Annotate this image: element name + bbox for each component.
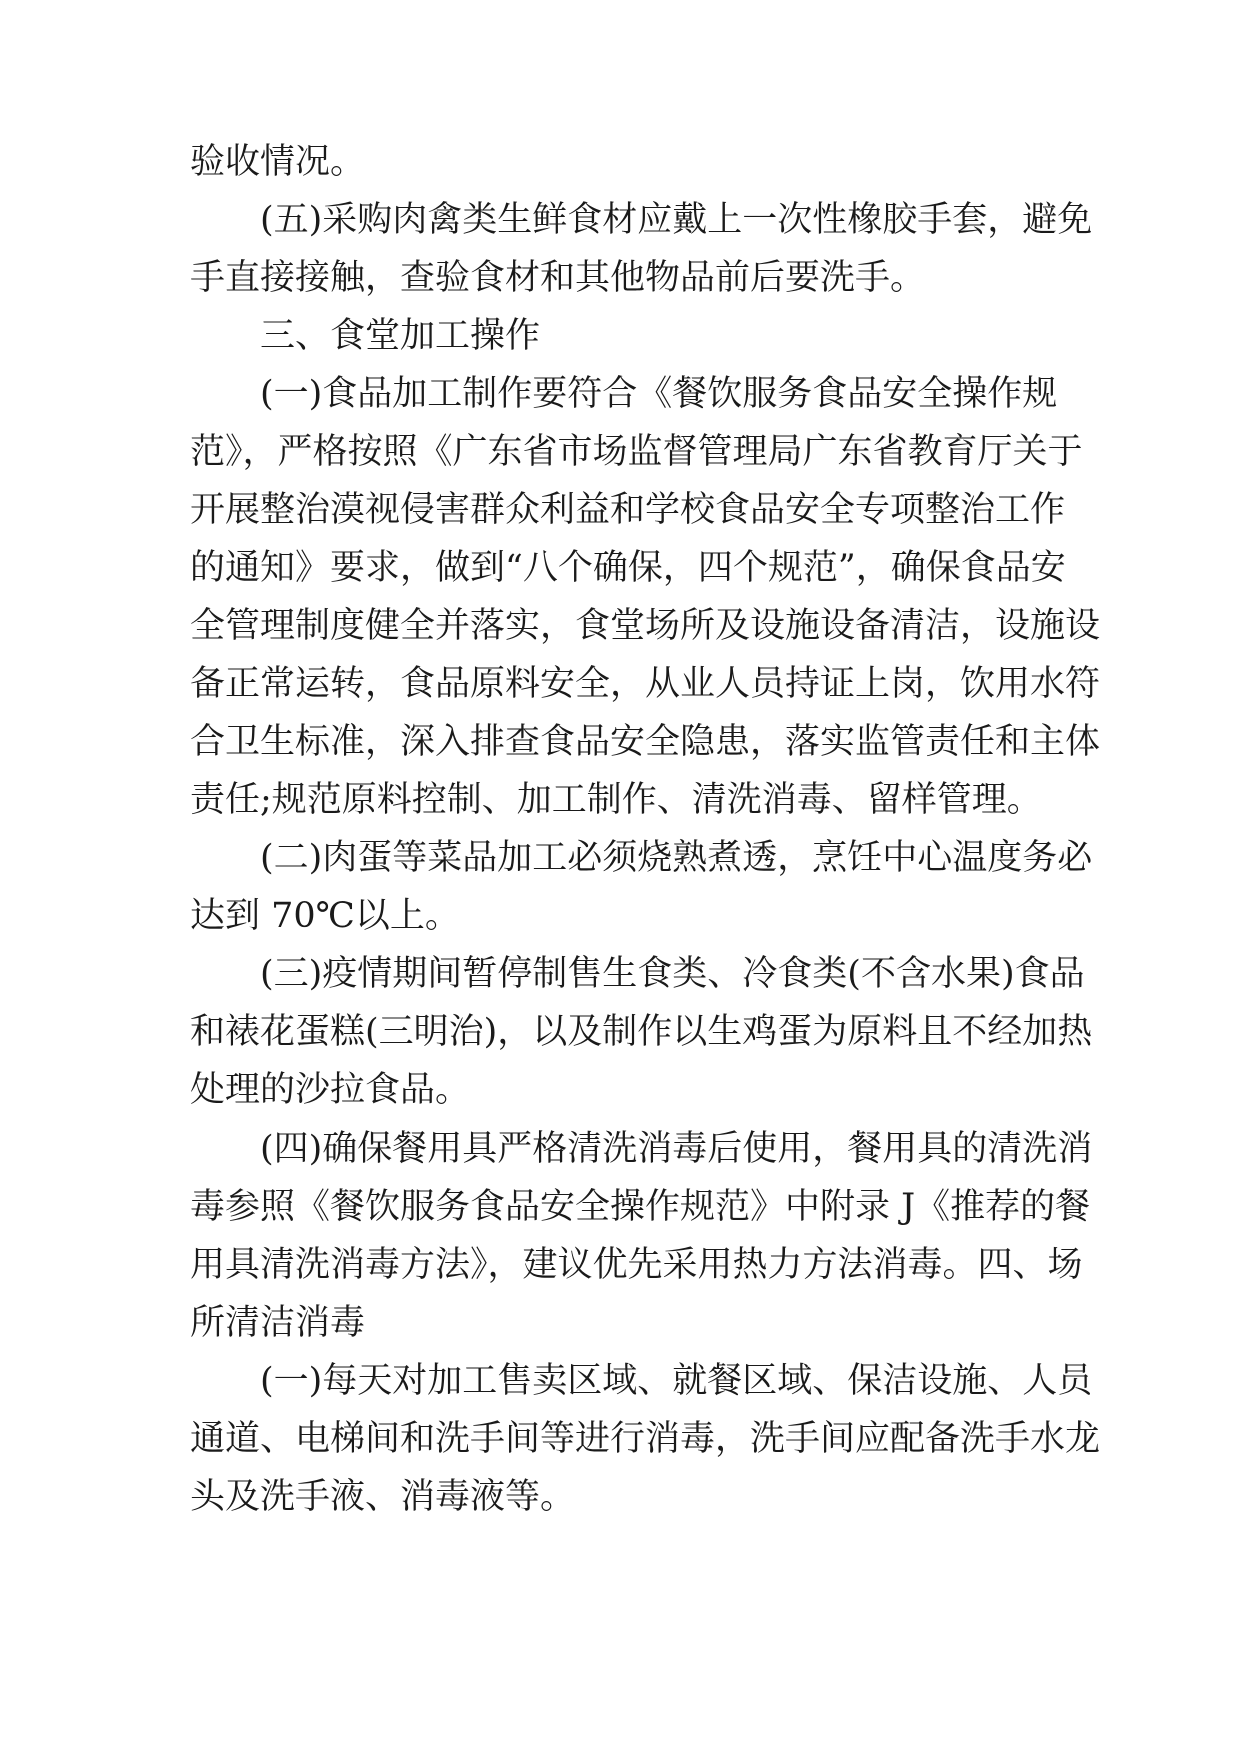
section-heading: 三、食堂加工操作 [260,316,541,356]
text-line: 合卫生标准，深入排查食品安全隐患，落实监管责任和主体 [190,722,1101,762]
text-line: 范》，严格按照《广东省市场监督管理局广东省教育厅关于 [190,432,1083,472]
text-line: (二)肉蛋等菜品加工必须烧熟煮透，烹饪中心温度务必 [260,838,1093,878]
text-line: 全管理制度健全并落实，食堂场所及设施设备清洁，设施设 [190,606,1101,646]
text-line: 和裱花蛋糕(三明治)，以及制作以生鸡蛋为原料且不经加热 [190,1012,1093,1052]
text-line: 用具清洗消毒方法》，建议优先采用热力方法消毒。四、场 [190,1245,1083,1285]
text-line: (三)疫情期间暂停制售生食类、冷食类(不含水果)食品 [260,954,1085,994]
text-line: (一)每天对加工售卖区域、就餐区域、保洁设施、人员 [260,1361,1093,1401]
text-line: 手直接接触，查验食材和其他物品前后要洗手。 [190,258,926,298]
text-line: (四)确保餐用具严格清洗消毒后使用，餐用具的清洗消 [260,1129,1093,1169]
text-line: (一)食品加工制作要符合《餐饮服务食品安全操作规 [260,374,1058,414]
text-line: 责任;规范原料控制、加工制作、清洗消毒、留样管理。 [190,780,1042,820]
text-line: 所清洁消毒 [190,1303,366,1343]
text-line: 验收情况。 [190,142,366,182]
text-line: 达到 70℃以上。 [190,896,460,936]
text-line: 的通知》要求，做到“八个确保，四个规范”，确保食品安 [190,548,1066,588]
text-line: 毒参照《餐饮服务食品安全操作规范》中附录 J《推荐的餐 [190,1187,1091,1227]
text-line: 开展整治漠视侵害群众利益和学校食品安全专项整治工作 [190,490,1066,530]
text-line: 头及洗手液、消毒液等。 [190,1477,576,1517]
text-line: 备正常运转，食品原料安全，从业人员持证上岗，饮用水符 [190,664,1101,704]
text-line: 处理的沙拉食品。 [190,1070,471,1110]
text-line: 通道、电梯间和洗手间等进行消毒，洗手间应配备洗手水龙 [190,1419,1101,1459]
text-line: (五)采购肉禽类生鲜食材应戴上一次性橡胶手套，避免 [260,200,1093,240]
